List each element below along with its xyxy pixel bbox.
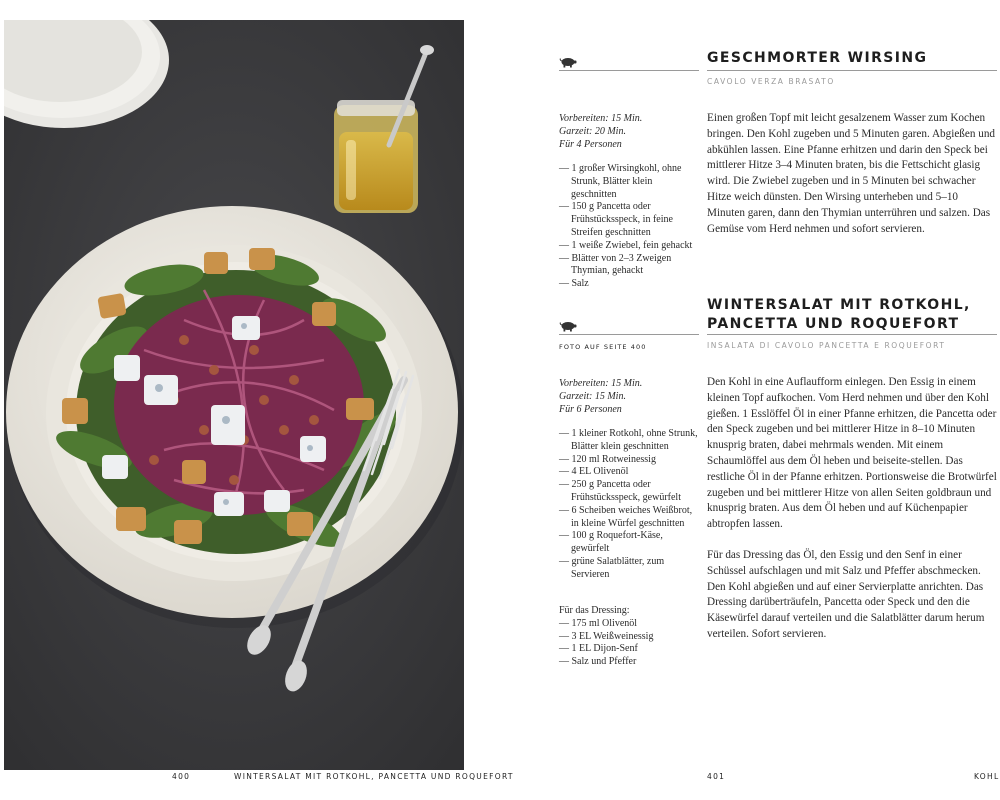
ingredient-item: — Salz und Pfeffer bbox=[559, 656, 637, 668]
ingredient-item: — 1 EL Dijon-Senf bbox=[559, 643, 638, 655]
method-paragraph: Den Kohl in eine Auflaufform einlegen. Den Essig in einem kleinen Topf aufkochen. Vom Herd nehmen und über den Kohl gießen. 1 Esslöffel Öl in einer Pfanne erhitzen, die Pancetta oder den Speck zugeben und bei mittlerer Hitze in 8–10 Minuten knusprig braten, dabei mehrmals wenden. Mit einem Schaumlöffel aus dem Öl heben und beiseite-stellen. Das restliche Öl in der Pfanne erhitzen. Portionsweise die Brotwürfel zugeben und bei mittlerer Hitze von allen Seiten goldbraun und knusprig braten. Aus dem Öl heben und auf Küchenpapier abtropfen lassen. bbox=[707, 376, 997, 531]
right-folio-number: 401 bbox=[707, 772, 726, 781]
left-folio-number: 400 bbox=[172, 772, 191, 781]
pig-icon bbox=[559, 320, 577, 332]
ingredient-item: — 1 weiße Zwiebel, fein gehackt bbox=[559, 239, 693, 251]
recipe-1-ingredients bbox=[559, 163, 699, 291]
recipe-2-title: WINTERSALAT MIT ROTKOHL, PANCETTA UND ROQUEFORT bbox=[707, 297, 971, 332]
recipe-1-subtitle: CAVOLO VERZA BRASATO bbox=[707, 77, 835, 86]
ingredient-item: — 175 ml Olivenöl bbox=[559, 617, 638, 629]
recipe-2-margin-rule bbox=[559, 334, 699, 335]
right-running-head: KOHL bbox=[974, 772, 1000, 781]
ingredient-item: — 6 Scheiben weiches Weißbrot, in kleine Würfel geschnitten bbox=[559, 504, 693, 529]
cook-time: Garzeit: 20 Min. bbox=[559, 126, 626, 137]
recipe-1-method bbox=[707, 111, 997, 237]
recipe-1-meta bbox=[559, 112, 642, 151]
ingredient-item: — 1 großer Wirsingkohl, ohne Strunk, Blätter klein geschnitten bbox=[559, 163, 682, 200]
method-paragraph: Einen großen Topf mit leicht gesalzenem Wasser zum Kochen bringen. Den Kohl zugeben und 5 Minuten garen. Abgießen und abkühlen lassen. Eine Pfanne erhitzen und darin den Speck bei mittlerer Hitze 3–4 Minuten braten, bis die Fettschicht glasig wird. Die Zwiebel zugeben und in 5 Minuten bei schwacher Hitze weich dünsten. Den Wirsing unterheben und 5–10 Minuten garen, dann den Thymian unterrühren und salzen. Das Gemüse vom Herd nehmen und sofort servieren. bbox=[707, 112, 996, 235]
ingredient-item: — grüne Salatblätter, zum Servieren bbox=[559, 555, 665, 580]
ingredient-item: — 3 EL Weißweinessig bbox=[559, 630, 654, 642]
ingredient-item: — 120 ml Rotweinessig bbox=[559, 453, 656, 465]
dressing-heading: Für das Dressing: bbox=[559, 605, 630, 616]
ingredient-item: — 150 g Pancetta oder Frühstücksspeck, in feine Streifen geschnitten bbox=[559, 201, 673, 238]
left-running-head: WINTERSALAT MIT ROTKOHL, PANCETTA UND ROQUEFORT bbox=[234, 772, 514, 781]
pig-icon bbox=[559, 56, 577, 68]
recipe-1-margin-rule bbox=[559, 70, 699, 71]
ingredient-item: — 100 g Roquefort-Käse, gewürfelt bbox=[559, 530, 663, 555]
ingredient-item: — Salz bbox=[559, 278, 589, 290]
recipe-2-subtitle: INSALATA DI CAVOLO PANCETTA E ROQUEFORT bbox=[707, 341, 946, 350]
ingredient-item: — 4 EL Olivenöl bbox=[559, 466, 629, 478]
recipe-1-title-rule bbox=[707, 70, 997, 71]
recipe-2-method bbox=[707, 375, 997, 643]
salad-photo bbox=[4, 20, 464, 770]
prep-time: Vorbereiten: 15 Min. bbox=[559, 378, 643, 389]
prep-time: Vorbereiten: 15 Min. bbox=[559, 113, 643, 124]
ingredient-item: — 1 kleiner Rotkohl, ohne Strunk, Blätter klein geschnitten bbox=[559, 428, 698, 452]
recipe-1-title: GESCHMORTER WIRSING bbox=[707, 50, 928, 66]
ingredient-item: — 250 g Pancetta oder Frühstücksspeck, gewürfelt bbox=[559, 479, 681, 503]
servings: Für 6 Personen bbox=[559, 404, 622, 415]
recipe-2-meta bbox=[559, 377, 642, 416]
ingredient-item: — Blätter von 2–3 Zweigen Thymian, gehackt bbox=[559, 252, 672, 277]
recipe-2-ingredients bbox=[559, 428, 699, 582]
photo-reference: FOTO AUF SEITE 400 bbox=[559, 343, 647, 351]
cook-time: Garzeit: 15 Min. bbox=[559, 391, 626, 402]
method-paragraph: Für das Dressing das Öl, den Essig und den Senf in einer Schüssel aufschlagen und mit Salz und Pfeffer abschmecken. Den Kohl abgießen und auf einer Servierplatte anrichten. Das Dressing darüberträufeln, Pancetta oder Speck und den die Käsewürfel darauf verteilen und die Salatblätter darum herum verteilen. Sofort servieren. bbox=[707, 548, 985, 640]
recipe-2-dressing-ingredients bbox=[559, 605, 699, 669]
recipe-2-title-rule bbox=[707, 334, 997, 335]
servings: Für 4 Personen bbox=[559, 139, 622, 150]
